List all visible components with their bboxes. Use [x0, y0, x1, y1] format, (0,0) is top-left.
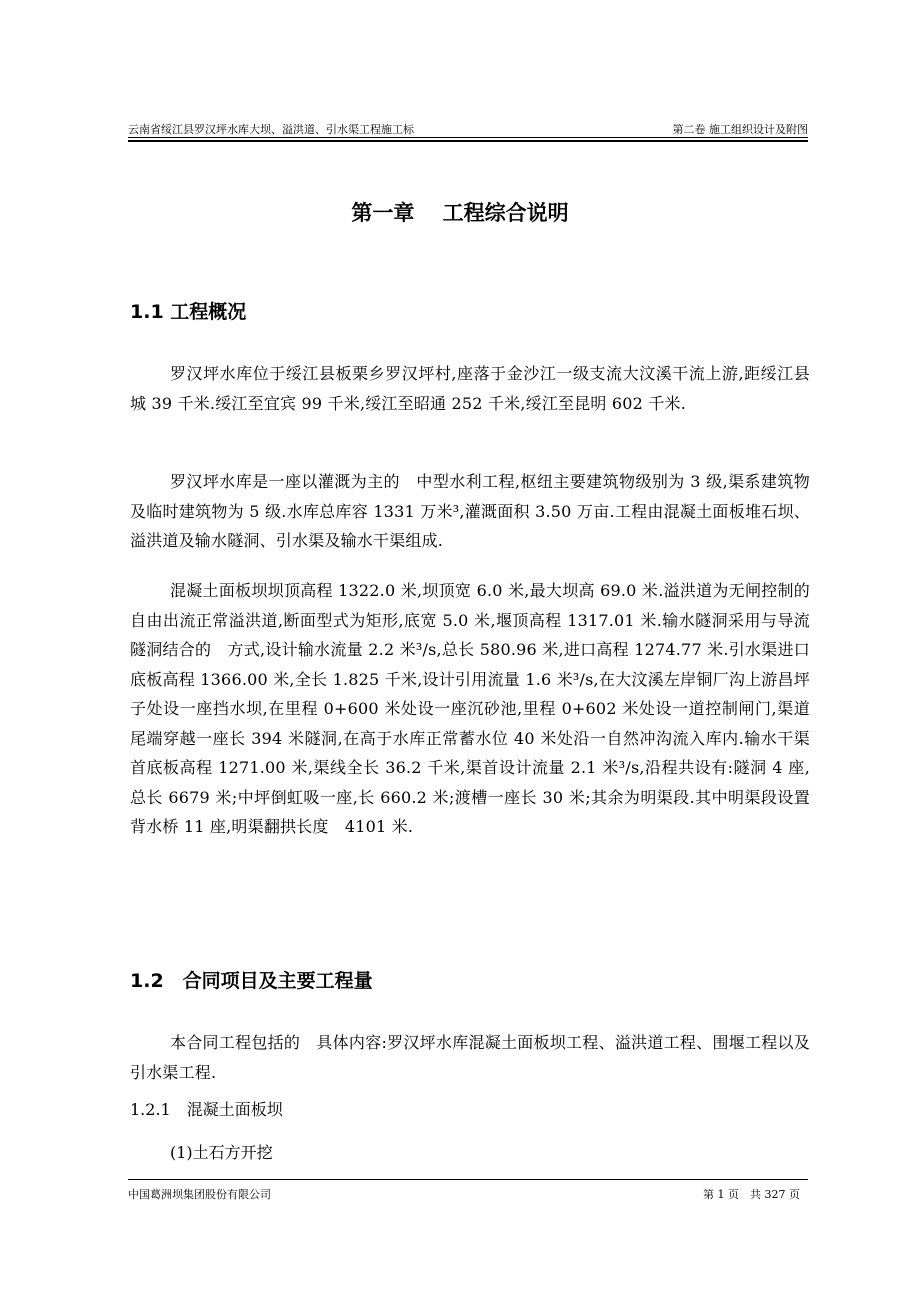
- paragraph-location: 罗汉坪水库位于绥江县板栗乡罗汉坪村,座落于金沙江一级支流大汶溪干流上游,距绥江县城 39 千米.绥江至宜宾 99 千米,绥江至昭通 252 千米,绥江至昆明 602 千米.: [130, 364, 810, 413]
- section-heading-1-2: 1.2 合同项目及主要工程量: [130, 970, 373, 992]
- paragraph-contract-scope: 本合同工程包括的 具体内容:罗汉坪水库混凝土面板坝工程、溢洪道工程、围堰工程以及引水渠工程.: [130, 1033, 810, 1082]
- footer-page-number: 第 1 页 共 327 页: [703, 1188, 800, 1201]
- header-project-title: 云南省绥江县罗汉坪水库大坝、溢洪道、引水渠工程施工标: [128, 123, 414, 136]
- header-rule-thick: [128, 140, 808, 142]
- page-footer: [128, 1186, 800, 1202]
- paragraph-overview: 罗汉坪水库是一座以灌溉为主的 中型水利工程,枢纽主要建筑物级别为 3 级,渠系建筑物及临时建筑物为 5 级.水库总库容 1331 万米³,灌溉面积 3.50 万亩.工程由混凝土面板堆石坝、溢洪道及输水隧洞、引水渠及输水干渠组成.: [130, 472, 810, 550]
- footer-rule: [128, 1179, 808, 1180]
- footer-company: 中国葛洲坝集团股份有限公司: [128, 1188, 271, 1201]
- list-item-earthwork: (1)土石方开挖: [170, 1143, 273, 1162]
- page-header: [128, 117, 808, 137]
- subsection-heading-1-2-1: 1.2.1 混凝土面板坝: [130, 1100, 283, 1119]
- section-heading-1-1: 1.1 工程概况: [130, 301, 247, 323]
- paragraph-structures: 混凝土面板坝坝顶高程 1322.0 米,坝顶宽 6.0 米,最大坝高 69.0 米.溢洪道为无闸控制的 自由出流正常溢洪道,断面型式为矩形,底宽 5.0 米,堰顶高程 1317.01 米.输水隧洞采用与导流隧洞结合的 方式,设计输水流量 2.2 米³/s,总长 580.96 米,进口高程 1274.77 米.引水渠进口底板高程 1366.00 米,全长 1.825 千米,设计引用流量 1.6 米³/s,在大汶溪左岸铜厂沟上游昌坪子处设一座挡水坝,在里程 0+600 米处设一座沉砂池,里程 0+602 米处设一道控制闸门,渠道尾端穿越一座长 394 米隧洞,在高于水库正常蓄水位 40 米处沿一自然冲沟流入库内.输水干渠首底板高程 1271.00 米,渠线全长 36.2 千米,渠首设计流量 2.1 米³/s,沿程共设有:隧洞 4 座,总长 6679 米;中坪倒虹吸一座,长 660.2 米;渡槽一座长 30 米;其余为明渠段.其中明渠段设置背水桥 11 座,明渠翻拱长度 4101 米.: [130, 581, 827, 836]
- chapter-title: 第一章 工程综合说明: [351, 201, 569, 225]
- header-volume-title: 第二卷 施工组织设计及附图: [672, 123, 808, 136]
- header-rule-thin: [128, 137, 808, 138]
